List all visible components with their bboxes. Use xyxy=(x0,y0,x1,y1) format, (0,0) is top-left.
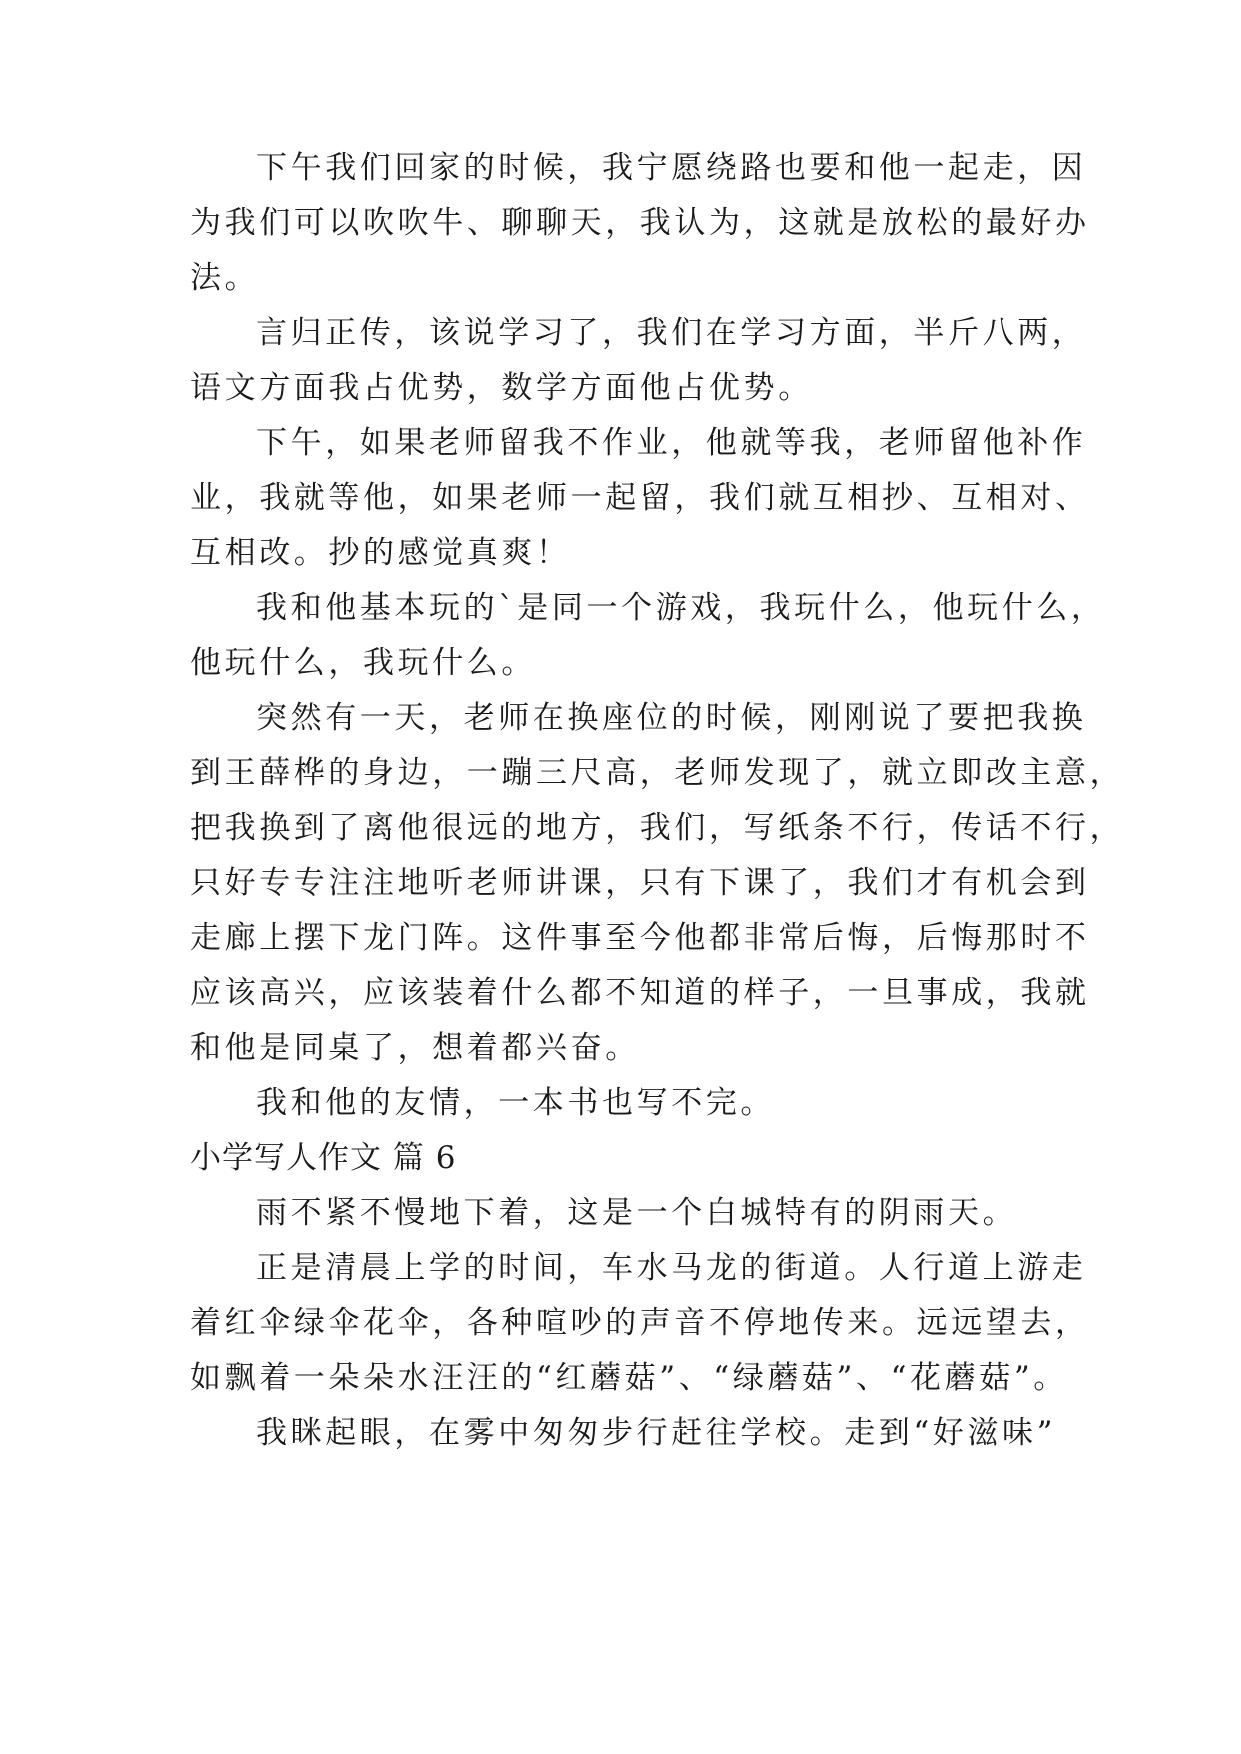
paragraph-line: 雨不紧不慢地下着，这是一个白城特有的阴雨天。 xyxy=(256,1195,1018,1231)
paragraph-line: 语文方面我占优势，数学方面他占优势。 xyxy=(190,370,813,406)
paragraph-line: 下午，如果老师留我不作业，他就等我，老师留他补作 xyxy=(256,425,1087,461)
paragraph-line: 法。 xyxy=(190,260,260,296)
paragraph-line: 应该高兴，应该装着什么都不知道的样子，一旦事成，我就 xyxy=(190,975,1090,1011)
paragraph-line: 正是清晨上学的时间，车水马龙的街道。人行道上游走 xyxy=(256,1250,1087,1286)
paragraph-line: 我眯起眼，在雾中匆匆步行赶往学校。走到“好滋味” xyxy=(256,1415,1057,1451)
paragraph-line: 业，我就等他，如果老师一起留，我们就互相抄、互相对、 xyxy=(190,480,1090,516)
paragraph-line: 我和他基本玩的`是同一个游戏，我玩什么，他玩什么， xyxy=(256,590,1106,626)
paragraph-line: 走廊上摆下龙门阵。这件事至今他都非常后悔，后悔那时不 xyxy=(190,920,1090,956)
paragraph-line: 我和他的友情，一本书也写不完。 xyxy=(256,1085,775,1121)
paragraph-line: 他玩什么，我玩什么。 xyxy=(190,645,536,681)
paragraph-line: 如飘着一朵朵水汪汪的“红蘑菇”、“绿蘑菇”、“花蘑菇”。 xyxy=(190,1360,1068,1396)
paragraph-line: 把我换到了离他很远的地方，我们，写纸条不行，传话不行， xyxy=(190,810,1125,846)
paragraph-line: 言归正传，该说学习了，我们在学习方面，半斤八两， xyxy=(256,315,1087,351)
paragraph-line: 着红伞绿伞花伞，各种喧吵的声音不停地传来。远远望去， xyxy=(190,1305,1090,1341)
section-heading: 小学写人作文 篇 6 xyxy=(190,1140,457,1176)
paragraph-line: 和他是同桌了，想着都兴奋。 xyxy=(190,1030,640,1066)
paragraph-line: 突然有一天，老师在换座位的时候，刚刚说了要把我换 xyxy=(256,700,1087,736)
paragraph-line: 为我们可以吹吹牛、聊聊天，我认为，这就是放松的最好办 xyxy=(190,205,1090,241)
paragraph-line: 到王薛桦的身边，一蹦三尺高，老师发现了，就立即改主意， xyxy=(190,755,1125,791)
paragraph-line: 下午我们回家的时候，我宁愿绕路也要和他一起走，因 xyxy=(256,150,1087,186)
paragraph-line: 互相改。抄的感觉真爽！ xyxy=(190,535,571,571)
paragraph-line: 只好专专注注地听老师讲课，只有下课了，我们才有机会到 xyxy=(190,865,1090,901)
